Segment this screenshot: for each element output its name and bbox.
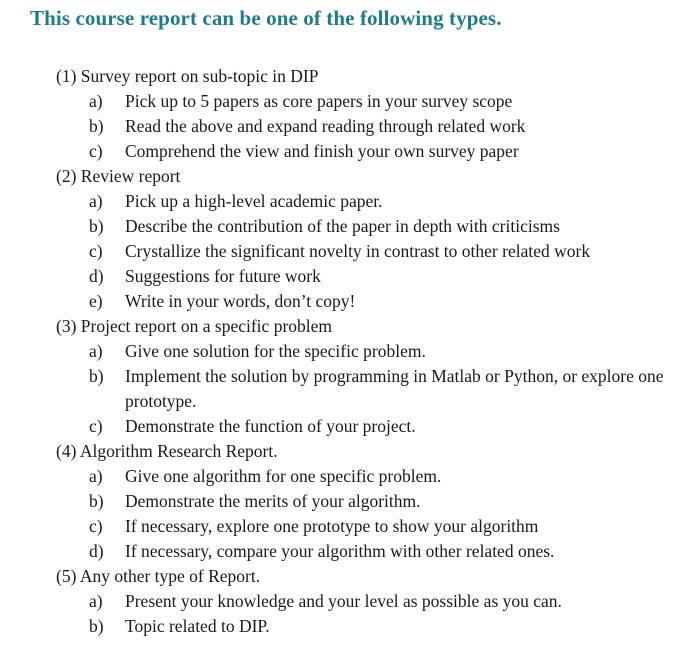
list-item-text: Pick up a high-level academic paper.: [125, 191, 383, 211]
list-item: [0, 214, 700, 239]
list-item-label: a): [89, 191, 103, 211]
list-item-text: Give one solution for the specific problem.: [125, 341, 426, 361]
list-item-text: Write in your words, don’t copy!: [125, 291, 356, 311]
list-item: [0, 189, 700, 214]
list-item-text: Pick up to 5 papers as core papers in your survey scope: [125, 91, 513, 111]
list-item-text: Describe the contribution of the paper in depth with criticisms: [125, 216, 560, 236]
list-item: [0, 464, 700, 489]
section-heading-algorithm-report: (4) Algorithm Research Report.: [56, 441, 278, 461]
list-item-text: Suggestions for future work: [125, 266, 321, 286]
list-item-label: e): [89, 291, 103, 311]
section-heading-other-report: (5) Any other type of Report.: [56, 566, 261, 586]
list-item-text: Crystallize the significant novelty in contrast to other related work: [125, 241, 591, 261]
page-title: This course report can be one of the following types.: [30, 6, 502, 30]
list-item-label: c): [89, 141, 103, 161]
list-item: [0, 339, 700, 364]
list-item-text: Implement the solution by programming in Matlab or Python, or explore one prototype.: [125, 366, 664, 411]
list-item-label: b): [89, 366, 104, 386]
list-item-label: a): [89, 341, 103, 361]
list-item-label: c): [89, 416, 103, 436]
section-heading-survey-report: (1) Survey report on sub-topic in DIP: [56, 66, 319, 86]
list-item-text: Demonstrate the merits of your algorithm.: [125, 491, 421, 511]
list-item-text: Give one algorithm for one specific problem.: [125, 466, 442, 486]
list-item: [0, 264, 700, 289]
section-heading-review-report: (2) Review report: [56, 166, 181, 186]
list-item-label: c): [89, 241, 103, 261]
list-item-text: Demonstrate the function of your project.: [125, 416, 416, 436]
list-item-label: a): [89, 591, 103, 611]
list-item-text: If necessary, explore one prototype to show your algorithm: [125, 516, 539, 536]
list-item-label: b): [89, 491, 104, 511]
list-item-text: Read the above and expand reading through related work: [125, 116, 526, 136]
list-item: [0, 289, 700, 314]
list-item: [0, 89, 700, 114]
report-types-list: [0, 64, 700, 639]
list-item: [0, 589, 700, 614]
list-item: [0, 139, 700, 164]
section-heading-project-report: (3) Project report on a specific problem: [56, 316, 333, 336]
list-item-label: b): [89, 216, 104, 236]
list-item-label: a): [89, 91, 103, 111]
list-item-label: d): [89, 266, 104, 286]
list-item-label: d): [89, 541, 104, 561]
list-item-text: Comprehend the view and finish your own survey paper: [125, 141, 519, 161]
list-item: [0, 414, 700, 439]
list-item-text: Topic related to DIP.: [125, 616, 270, 636]
list-item: [0, 514, 700, 539]
list-item-label: c): [89, 516, 103, 536]
list-item: [0, 114, 700, 139]
list-item-text: Present your knowledge and your level as possible as you can.: [125, 591, 562, 611]
list-item: [0, 364, 700, 414]
list-item-label: a): [89, 466, 103, 486]
list-item: [0, 539, 700, 564]
list-item: [0, 239, 700, 264]
list-item: [0, 489, 700, 514]
list-item-label: b): [89, 616, 104, 636]
list-item-label: b): [89, 116, 104, 136]
list-item-text: If necessary, compare your algorithm with other related ones.: [125, 541, 555, 561]
list-item: [0, 614, 700, 639]
